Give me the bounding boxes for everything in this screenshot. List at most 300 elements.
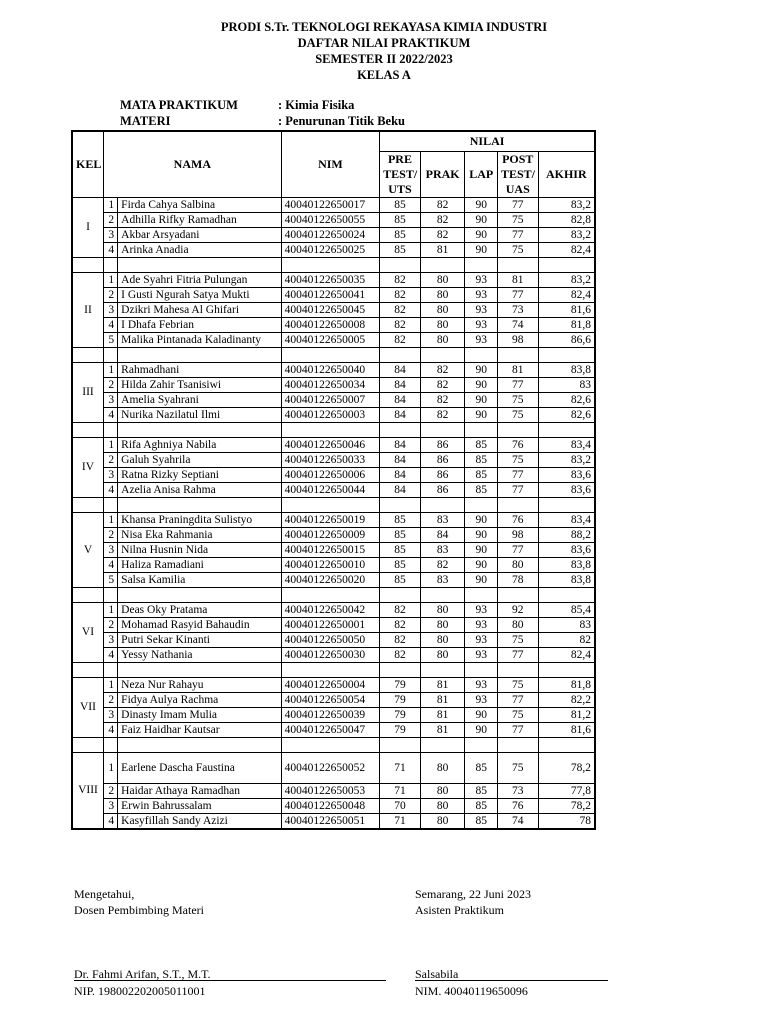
doc-title-line-3: SEMESTER II 2022/2023	[315, 52, 453, 66]
cell-nama: Hilda Zahir Tsanisiwi	[118, 377, 282, 392]
cell-prak: 82	[420, 212, 465, 227]
cell-no: 5	[103, 332, 117, 347]
cell-lap: 85	[465, 813, 497, 829]
cell-akhir: 82,4	[538, 242, 595, 257]
cell-nim: 40040122650054	[281, 692, 380, 707]
col-kel: KEL	[72, 131, 103, 197]
cell-pre: 82	[380, 617, 421, 632]
material-row	[120, 114, 405, 129]
cell-lap: 93	[465, 602, 497, 617]
cell-post: 75	[497, 677, 538, 692]
cell-no: 3	[103, 707, 117, 722]
cell-prak: 80	[420, 602, 465, 617]
cell-pre: 85	[380, 527, 421, 542]
cell-nim: 40040122650001	[281, 617, 380, 632]
cell-nama: Salsa Kamilia	[118, 572, 282, 587]
cell-akhir: 86,6	[538, 332, 595, 347]
cell-pre: 71	[380, 752, 421, 783]
table-row	[72, 317, 595, 332]
cell-pre: 71	[380, 783, 421, 798]
group-spacer-row	[72, 737, 595, 752]
cell-pre: 79	[380, 677, 421, 692]
cell-lap: 90	[465, 197, 497, 212]
cell-lap: 90	[465, 227, 497, 242]
table-row	[72, 557, 595, 572]
cell-akhir: 78	[538, 813, 595, 829]
cell-no: 4	[103, 242, 117, 257]
cell-post: 80	[497, 617, 538, 632]
cell-post: 77	[497, 647, 538, 662]
cell-nim: 40040122650024	[281, 227, 380, 242]
cell-lap: 90	[465, 407, 497, 422]
grades-table	[71, 130, 596, 830]
cell-nama: Ratna Rizky Septiani	[118, 467, 282, 482]
cell-lap: 90	[465, 542, 497, 557]
cell-lap: 85	[465, 752, 497, 783]
cell-prak: 86	[420, 437, 465, 452]
cell-pre: 85	[380, 227, 421, 242]
cell-lap: 90	[465, 557, 497, 572]
cell-pre: 84	[380, 482, 421, 497]
cell-nama: Yessy Nathania	[118, 647, 282, 662]
table-row	[72, 692, 595, 707]
cell-akhir: 83,2	[538, 227, 595, 242]
cell-nim: 40040122650041	[281, 287, 380, 302]
cell-post: 75	[497, 242, 538, 257]
cell-nim: 40040122650039	[281, 707, 380, 722]
cell-nim: 40040122650019	[281, 512, 380, 527]
cell-prak: 82	[420, 392, 465, 407]
cell-post: 75	[497, 632, 538, 647]
cell-no: 4	[103, 407, 117, 422]
cell-post: 77	[497, 287, 538, 302]
footer-right-line-2: Asisten Praktikum	[415, 903, 504, 917]
cell-pre: 82	[380, 287, 421, 302]
cell-nama: Kasyfillah Sandy Azizi	[118, 813, 282, 829]
cell-nama: Fidya Aulya Rachma	[118, 692, 282, 707]
cell-nama: Faiz Haidhar Kautsar	[118, 722, 282, 737]
cell-pre: 82	[380, 317, 421, 332]
cell-lap: 93	[465, 647, 497, 662]
cell-prak: 86	[420, 482, 465, 497]
cell-akhir: 83,6	[538, 482, 595, 497]
cell-prak: 82	[420, 362, 465, 377]
cell-akhir: 81,2	[538, 707, 595, 722]
cell-nim: 40040122650017	[281, 197, 380, 212]
cell-post: 75	[497, 752, 538, 783]
cell-akhir: 82,2	[538, 692, 595, 707]
cell-no: 4	[103, 317, 117, 332]
course-value: : Kimia Fisika	[278, 98, 355, 112]
cell-nama: Akbar Arsyadani	[118, 227, 282, 242]
cell-akhir: 81,6	[538, 302, 595, 317]
cell-no: 2	[103, 212, 117, 227]
cell-lap: 90	[465, 362, 497, 377]
doc-title-line-4: KELAS A	[357, 68, 411, 82]
cell-no: 1	[103, 752, 117, 783]
group-spacer-row	[72, 497, 595, 512]
cell-lap: 90	[465, 512, 497, 527]
cell-prak: 80	[420, 752, 465, 783]
group-spacer-row	[72, 257, 595, 272]
cell-nim: 40040122650042	[281, 602, 380, 617]
table-row	[72, 602, 595, 617]
table-row	[72, 407, 595, 422]
cell-nama: Rifa Aghniya Nabila	[118, 437, 282, 452]
table-row	[72, 783, 595, 798]
supervisor-signature-line	[74, 980, 386, 981]
cell-prak: 80	[420, 287, 465, 302]
cell-lap: 93	[465, 287, 497, 302]
cell-prak: 80	[420, 783, 465, 798]
cell-nim: 40040122650020	[281, 572, 380, 587]
doc-title-line-2: DAFTAR NILAI PRAKTIKUM	[297, 36, 471, 50]
cell-akhir: 82,6	[538, 392, 595, 407]
cell-post: 77	[497, 227, 538, 242]
table-row	[72, 287, 595, 302]
cell-nama: Adhilla Rifky Ramadhan	[118, 212, 282, 227]
col-pre: PRE TEST/ UTS	[380, 151, 421, 197]
cell-pre: 82	[380, 332, 421, 347]
cell-lap: 90	[465, 212, 497, 227]
cell-prak: 86	[420, 467, 465, 482]
cell-prak: 82	[420, 377, 465, 392]
cell-prak: 82	[420, 227, 465, 242]
cell-prak: 81	[420, 677, 465, 692]
cell-akhir: 83,4	[538, 437, 595, 452]
cell-no: 1	[103, 512, 117, 527]
cell-no: 2	[103, 527, 117, 542]
cell-post: 76	[497, 798, 538, 813]
cell-nim: 40040122650048	[281, 798, 380, 813]
cell-pre: 82	[380, 632, 421, 647]
cell-nama: Putri Sekar Kinanti	[118, 632, 282, 647]
cell-pre: 82	[380, 602, 421, 617]
col-prak: PRAK	[420, 151, 465, 197]
cell-post: 77	[497, 197, 538, 212]
cell-no: 4	[103, 482, 117, 497]
cell-nim: 40040122650040	[281, 362, 380, 377]
cell-pre: 79	[380, 692, 421, 707]
cell-post: 77	[497, 692, 538, 707]
cell-no: 2	[103, 452, 117, 467]
cell-post: 77	[497, 722, 538, 737]
cell-post: 77	[497, 482, 538, 497]
cell-no: 1	[103, 362, 117, 377]
supervisor-id: NIP. 198002202005011001	[74, 984, 206, 998]
cell-pre: 85	[380, 197, 421, 212]
cell-post: 75	[497, 452, 538, 467]
footer-left-line-1: Mengetahui,	[74, 887, 135, 901]
assistant-name: Salsabila	[415, 967, 459, 981]
table-row	[72, 272, 595, 287]
cell-akhir: 83	[538, 377, 595, 392]
col-nama: NAMA	[103, 131, 281, 197]
table-row	[72, 332, 595, 347]
cell-nama: Ade Syahri Fitria Pulungan	[118, 272, 282, 287]
cell-nama: Nilna Husnin Nida	[118, 542, 282, 557]
cell-lap: 90	[465, 722, 497, 737]
cell-lap: 90	[465, 527, 497, 542]
table-row	[72, 482, 595, 497]
cell-nim: 40040122650015	[281, 542, 380, 557]
cell-prak: 83	[420, 512, 465, 527]
cell-prak: 81	[420, 692, 465, 707]
cell-akhir: 82,4	[538, 647, 595, 662]
cell-prak: 83	[420, 542, 465, 557]
cell-post: 77	[497, 377, 538, 392]
cell-nim: 40040122650004	[281, 677, 380, 692]
cell-post: 75	[497, 392, 538, 407]
cell-prak: 80	[420, 617, 465, 632]
table-row	[72, 677, 595, 692]
cell-pre: 70	[380, 798, 421, 813]
group-spacer-row	[72, 347, 595, 362]
cell-lap: 90	[465, 377, 497, 392]
cell-lap: 85	[465, 783, 497, 798]
cell-prak: 82	[420, 557, 465, 572]
cell-nim: 40040122650053	[281, 783, 380, 798]
doc-title-line-1: PRODI S.Tr. TEKNOLOGI REKAYASA KIMIA INDUSTRI	[220, 20, 548, 34]
cell-prak: 80	[420, 798, 465, 813]
cell-prak: 80	[420, 272, 465, 287]
cell-no: 1	[103, 272, 117, 287]
table-row	[72, 212, 595, 227]
cell-nama: Malika Pintanada Kaladinanty	[118, 332, 282, 347]
cell-post: 76	[497, 437, 538, 452]
cell-akhir: 82,8	[538, 212, 595, 227]
cell-akhir: 78,2	[538, 752, 595, 783]
cell-post: 98	[497, 527, 538, 542]
cell-pre: 71	[380, 813, 421, 829]
cell-nama: Rahmadhani	[118, 362, 282, 377]
table-row	[72, 302, 595, 317]
cell-no: 3	[103, 798, 117, 813]
cell-no: 2	[103, 617, 117, 632]
cell-akhir: 88,2	[538, 527, 595, 542]
table-row	[72, 632, 595, 647]
table-row	[72, 752, 595, 783]
cell-lap: 85	[465, 452, 497, 467]
course-label: MATA PRAKTIKUM	[120, 98, 238, 112]
assistant-signature-line	[415, 980, 608, 981]
cell-pre: 82	[380, 272, 421, 287]
cell-akhir: 83,2	[538, 452, 595, 467]
cell-pre: 85	[380, 542, 421, 557]
cell-pre: 79	[380, 722, 421, 737]
cell-post: 77	[497, 542, 538, 557]
col-lap: LAP	[465, 151, 497, 197]
cell-prak: 81	[420, 707, 465, 722]
cell-no: 3	[103, 227, 117, 242]
cell-post: 73	[497, 783, 538, 798]
cell-nama: Galuh Syahrila	[118, 452, 282, 467]
cell-prak: 80	[420, 317, 465, 332]
cell-no: 1	[103, 602, 117, 617]
cell-pre: 85	[380, 212, 421, 227]
cell-nim: 40040122650035	[281, 272, 380, 287]
group-label: II	[72, 272, 103, 347]
cell-nama: Dinasty Imam Mulia	[118, 707, 282, 722]
cell-prak: 80	[420, 813, 465, 829]
cell-nim: 40040122650045	[281, 302, 380, 317]
cell-prak: 86	[420, 452, 465, 467]
table-row	[72, 722, 595, 737]
cell-lap: 93	[465, 272, 497, 287]
cell-no: 2	[103, 692, 117, 707]
footer-right-line-1: Semarang, 22 Juni 2023	[415, 887, 531, 901]
cell-pre: 84	[380, 362, 421, 377]
cell-lap: 85	[465, 798, 497, 813]
cell-nim: 40040122650052	[281, 752, 380, 783]
cell-lap: 90	[465, 572, 497, 587]
cell-prak: 84	[420, 527, 465, 542]
cell-post: 92	[497, 602, 538, 617]
course-row	[120, 98, 354, 113]
table-row	[72, 227, 595, 242]
supervisor-name: Dr. Fahmi Arifan, S.T., M.T.	[74, 967, 211, 981]
cell-nama: Arinka Anadia	[118, 242, 282, 257]
table-row	[72, 647, 595, 662]
cell-pre: 82	[380, 647, 421, 662]
group-spacer-row	[72, 422, 595, 437]
footer-left-line-2: Dosen Pembimbing Materi	[74, 903, 204, 917]
cell-lap: 93	[465, 617, 497, 632]
table-row	[72, 542, 595, 557]
col-post: POST TEST/ UAS	[497, 151, 538, 197]
group-label: V	[72, 512, 103, 587]
cell-nim: 40040122650033	[281, 452, 380, 467]
cell-nama: Azelia Anisa Rahma	[118, 482, 282, 497]
cell-no: 1	[103, 197, 117, 212]
cell-nama: Dzikri Mahesa Al Ghifari	[118, 302, 282, 317]
cell-pre: 82	[380, 302, 421, 317]
group-label: VI	[72, 602, 103, 662]
cell-lap: 93	[465, 302, 497, 317]
cell-post: 76	[497, 512, 538, 527]
cell-akhir: 78,2	[538, 798, 595, 813]
cell-akhir: 83	[538, 617, 595, 632]
cell-lap: 90	[465, 392, 497, 407]
cell-nim: 40040122650050	[281, 632, 380, 647]
cell-akhir: 81,6	[538, 722, 595, 737]
cell-akhir: 82,4	[538, 287, 595, 302]
assistant-id: NIM. 40040119650096	[415, 984, 528, 998]
cell-nim: 40040122650009	[281, 527, 380, 542]
cell-no: 4	[103, 647, 117, 662]
table-row	[72, 392, 595, 407]
group-spacer-row	[72, 587, 595, 602]
material-value: : Penurunan Titik Beku	[278, 114, 406, 128]
material-label: MATERI	[120, 114, 171, 128]
table-row	[72, 452, 595, 467]
col-nilai: NILAI	[380, 131, 595, 151]
cell-prak: 81	[420, 242, 465, 257]
table-row	[72, 572, 595, 587]
table-row	[72, 527, 595, 542]
table-row	[72, 242, 595, 257]
cell-prak: 80	[420, 302, 465, 317]
cell-akhir: 81,8	[538, 317, 595, 332]
cell-akhir: 83,4	[538, 512, 595, 527]
table-row	[72, 512, 595, 527]
cell-nama: Neza Nur Rahayu	[118, 677, 282, 692]
cell-post: 98	[497, 332, 538, 347]
cell-nama: Haidar Athaya Ramadhan	[118, 783, 282, 798]
group-spacer-row	[72, 662, 595, 677]
cell-post: 75	[497, 707, 538, 722]
cell-post: 73	[497, 302, 538, 317]
cell-lap: 90	[465, 707, 497, 722]
cell-nim: 40040122650003	[281, 407, 380, 422]
cell-no: 3	[103, 542, 117, 557]
cell-nim: 40040122650007	[281, 392, 380, 407]
cell-post: 75	[497, 212, 538, 227]
cell-pre: 84	[380, 452, 421, 467]
cell-no: 3	[103, 632, 117, 647]
cell-akhir: 83,8	[538, 362, 595, 377]
table-row	[72, 362, 595, 377]
group-label: VIII	[72, 752, 103, 829]
cell-nama: Amelia Syahrani	[118, 392, 282, 407]
cell-nama: Firda Cahya Salbina	[118, 197, 282, 212]
cell-post: 81	[497, 362, 538, 377]
cell-lap: 85	[465, 437, 497, 452]
cell-nama: Erwin Bahrussalam	[118, 798, 282, 813]
cell-post: 80	[497, 557, 538, 572]
table-row	[72, 467, 595, 482]
cell-pre: 85	[380, 512, 421, 527]
cell-nim: 40040122650034	[281, 377, 380, 392]
cell-nama: Khansa Praningdita Sulistyo	[118, 512, 282, 527]
table-row	[72, 707, 595, 722]
cell-pre: 84	[380, 467, 421, 482]
cell-nim: 40040122650047	[281, 722, 380, 737]
cell-lap: 93	[465, 632, 497, 647]
cell-no: 3	[103, 392, 117, 407]
cell-nim: 40040122650044	[281, 482, 380, 497]
cell-akhir: 82	[538, 632, 595, 647]
cell-prak: 83	[420, 572, 465, 587]
cell-prak: 80	[420, 632, 465, 647]
cell-nim: 40040122650010	[281, 557, 380, 572]
cell-akhir: 83,8	[538, 557, 595, 572]
cell-nim: 40040122650008	[281, 317, 380, 332]
cell-post: 75	[497, 407, 538, 422]
cell-akhir: 81,8	[538, 677, 595, 692]
cell-nama: I Dhafa Febrian	[118, 317, 282, 332]
cell-akhir: 83,8	[538, 572, 595, 587]
cell-akhir: 85,4	[538, 602, 595, 617]
cell-prak: 82	[420, 197, 465, 212]
cell-no: 2	[103, 783, 117, 798]
cell-no: 1	[103, 437, 117, 452]
cell-no: 4	[103, 722, 117, 737]
cell-pre: 85	[380, 242, 421, 257]
cell-post: 81	[497, 272, 538, 287]
cell-prak: 80	[420, 647, 465, 662]
group-label: VII	[72, 677, 103, 737]
cell-no: 3	[103, 467, 117, 482]
cell-no: 2	[103, 377, 117, 392]
cell-lap: 85	[465, 467, 497, 482]
cell-pre: 84	[380, 392, 421, 407]
cell-lap: 85	[465, 482, 497, 497]
cell-no: 3	[103, 302, 117, 317]
table-row	[72, 813, 595, 829]
cell-pre: 85	[380, 572, 421, 587]
cell-no: 1	[103, 677, 117, 692]
